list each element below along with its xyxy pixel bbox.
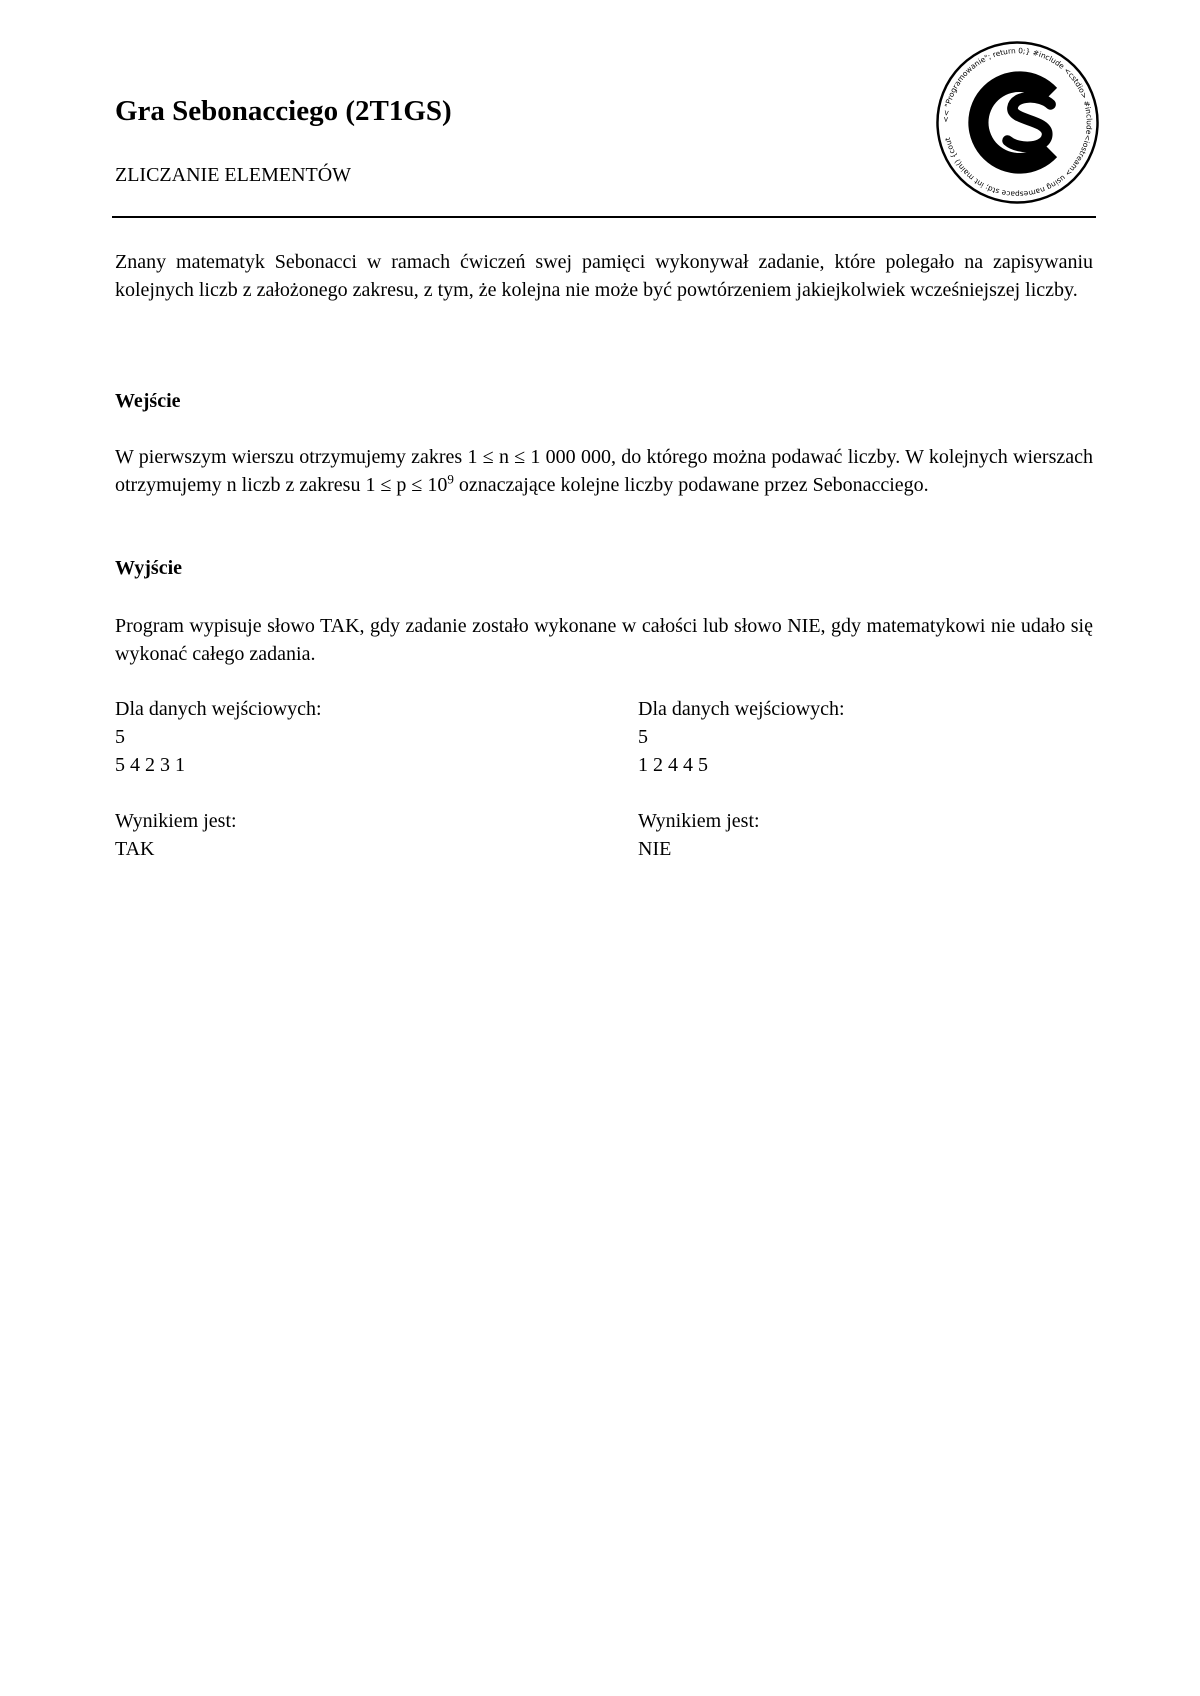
example-2 xyxy=(638,695,1058,863)
example-sequence: 5 4 2 3 1 xyxy=(115,754,185,776)
example-result-label: Wynikiem jest: xyxy=(115,810,237,832)
cs-logo-icon xyxy=(935,40,1100,205)
task-subtitle: ZLICZANIE ELEMENTÓW xyxy=(115,164,352,186)
example-result: NIE xyxy=(638,838,672,860)
example-input-label: Dla danych wejściowych: xyxy=(638,698,845,720)
task-title: Gra Sebonacciego (2T1GS) xyxy=(115,95,452,127)
output-paragraph: Program wypisuje słowo TAK, gdy zadanie zostało wykonane w całości lub słowo NIE, gdy matematykowi nie udało się wykonać całego zadania. xyxy=(115,615,1093,665)
input-heading: Wejście xyxy=(115,390,181,412)
example-result-label: Wynikiem jest: xyxy=(638,810,760,832)
input-text-part2: oznaczające kolejne liczby podawane przez Sebonacciego. xyxy=(453,474,929,496)
output-heading: Wyjście xyxy=(115,557,183,579)
svg-text:<< "Programowanie"; return 0;} xyxy=(941,46,1094,199)
input-text-part1: W pierwszym wierszu otrzymujemy zakres 1 ≤ n ≤ 1 000 000, do którego można podawać liczby. W kolejnych wierszach otrzymujemy n liczb z zakresu 1 ≤ p ≤ 10 xyxy=(115,446,1093,496)
example-input-label: Dla danych wejściowych: xyxy=(115,698,322,720)
intro-paragraph: Znany matematyk Sebonacci w ramach ćwiczeń swej pamięci wykonywał zadanie, które polegało na zapisywaniu kolejnych liczb z założonego zakresu, z tym, że kolejna nie może być powtórzeniem jakiejkolwiek wcześniejszej liczby. xyxy=(115,251,1093,301)
example-1 xyxy=(115,695,535,863)
input-exponent: 9 xyxy=(447,471,454,487)
example-n: 5 xyxy=(638,726,648,748)
example-n: 5 xyxy=(115,726,125,748)
logo-ring-text: << "Programowanie"; return 0;} #include <cstdio> #include<iostream> using namespace std; int main() {cout xyxy=(941,46,1094,199)
example-sequence: 1 2 4 4 5 xyxy=(638,754,708,776)
header-divider xyxy=(112,216,1096,218)
example-result: TAK xyxy=(115,838,155,860)
input-paragraph xyxy=(115,443,1093,499)
